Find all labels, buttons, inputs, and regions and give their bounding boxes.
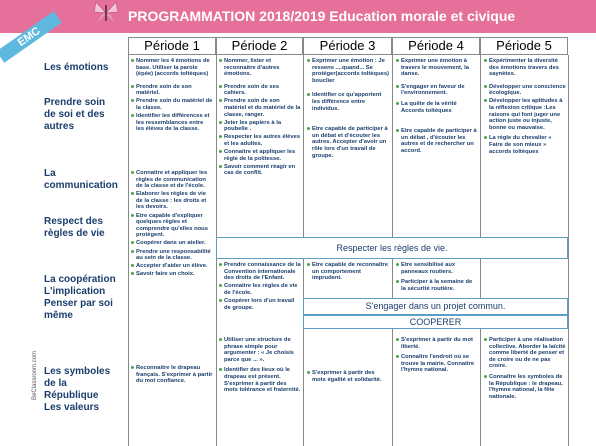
sidebar-credit: BeClassroom.com bbox=[32, 350, 38, 400]
cell-p5-a: Expérimenter la diversité des émotions travers des saynètes. Développer une conscience écologique. Développer les aptitudes à la réflexion critique :Les raisons qui font juger une action juste ou injuste, bonne ou mauvaise. La règle du chevalier « Faire de son mieux » accords toltèques bbox=[484, 58, 566, 157]
banner-respect: Respecter les règles de vie. bbox=[216, 237, 568, 259]
page-title: PROGRAMMATION 2018/2019 Education morale et civique bbox=[128, 8, 516, 24]
period-header-5: Période 5 bbox=[480, 37, 568, 55]
period-header-2: Période 2 bbox=[216, 37, 303, 55]
butterfly-icon bbox=[92, 0, 120, 26]
period-header-4: Période 4 bbox=[392, 37, 480, 55]
emc-tag: EMC bbox=[0, 11, 62, 63]
row-label-communication: La communication bbox=[44, 168, 118, 191]
cell-p1-b: Connaitre et appliquer les règles de communication de la classe et de l'école. Elaborer les règles de vie de la classe : les droits et les devoirs. Etre capable d'expliquer quelques règles et comprendre qu'elles nous protègent. Coopérer dans un atelier. Prendre une responsabilité au sein de la classe. Accepter d'aider un élève. Savoir faire un choix. bbox=[131, 170, 213, 279]
period-header-3: Période 3 bbox=[303, 37, 392, 55]
grid-line bbox=[128, 55, 129, 446]
row-label-respect: Respect des règles de vie bbox=[44, 216, 105, 239]
cell-p3-b: Etre capable de reconnaître un comportement imprudent. bbox=[307, 262, 389, 283]
cell-p2-c: Utiliser une structure de phrase simple pour argumenter : « Je choisis parce que ... ». Identifier des lieux où le drapeau est présent. S'exprimer à partir des mots tolérance et fraternité. bbox=[219, 337, 301, 395]
grid-line bbox=[568, 55, 569, 446]
cell-p4-a: Exprimer une émotion à travers le mouvement, la danse. S'engager en faveur de l'environnement. La quête de la vérité Accords toltèques Etre capable de participer à un débat , d'écouter les autres et de rechercher un accord. bbox=[396, 58, 478, 156]
period-header-1: Période 1 bbox=[128, 37, 216, 55]
cell-p2-a: Nommer, lister et reconnaitre d'autres émotions. Prendre soin de ses cahiers. Prendre soin de son matériel et du matériel de la classe, ranger. Jeter les papiers à la poubelle . Respecter les autres élèves et les adultes. Connaitre et appliquer les règle de la politesse. Savoir comment réagir en cas de conflit. bbox=[219, 58, 301, 179]
banner-cooperer: COOPERER bbox=[303, 315, 568, 329]
row-label-emotions: Les émotions bbox=[44, 62, 109, 73]
row-label-symboles: Les symboles de la République Les valeurs bbox=[44, 366, 111, 413]
cell-p1-c: Reconnaitre le drapeau français. S'exprimer à partir du mot confiance. bbox=[131, 365, 213, 386]
row-label-cooperation: La coopération L'implication Penser par soi même bbox=[44, 274, 116, 321]
row-label-soin: Prendre soin de soi et des autres bbox=[44, 97, 106, 132]
banner-engager: S'engager dans un projet commun. bbox=[303, 298, 568, 315]
cell-p1-a: Nommer les 4 émotions de base. Utiliser la parole (épée) (accords toltèques) Prendre soin de son matériel. Prendre soin du matériel de la classe. Identifier les différences et les ressemblances entre les élèves de la classe. bbox=[131, 58, 213, 134]
cell-p3-a: Exprimer une émotion : Je ressens ....quand... Se protéger(accords toltèques) bouclier Identifier ce qu'apportent les différence entre individus. Etre capable de participer à un débat et d'écouter les autres. Accepter d'avoir un rôle lors d'un travail de groupe. bbox=[307, 58, 389, 161]
cell-p4-c: S'exprimer à partir du mot liberté. Connaître l'endroit où se trouve la mairie. Connaitre l'hymne national. bbox=[396, 337, 478, 375]
cell-p5-c: Participer à une réalisation collective. Aborder la laïcité comme liberté de penser et de croire ou de ne pas croire. Connaître les symboles de la République : le drapeau, l'hymne national, la fête nationale. bbox=[484, 337, 566, 402]
cell-p3-c: S'exprimer à partir des mots égalité et solidarité. bbox=[307, 370, 389, 385]
cell-p2-b: Prendre connaissance de la Convention internationale des droits de l'Enfant. Connaitre les règles de vie de l'école. Coopérer lors d'un travail de groupe. bbox=[219, 262, 301, 313]
cell-p4-b: Etre sensibilisé aux panneaux routiers. Participer à la semaine de la sécurité routière. bbox=[396, 262, 478, 294]
